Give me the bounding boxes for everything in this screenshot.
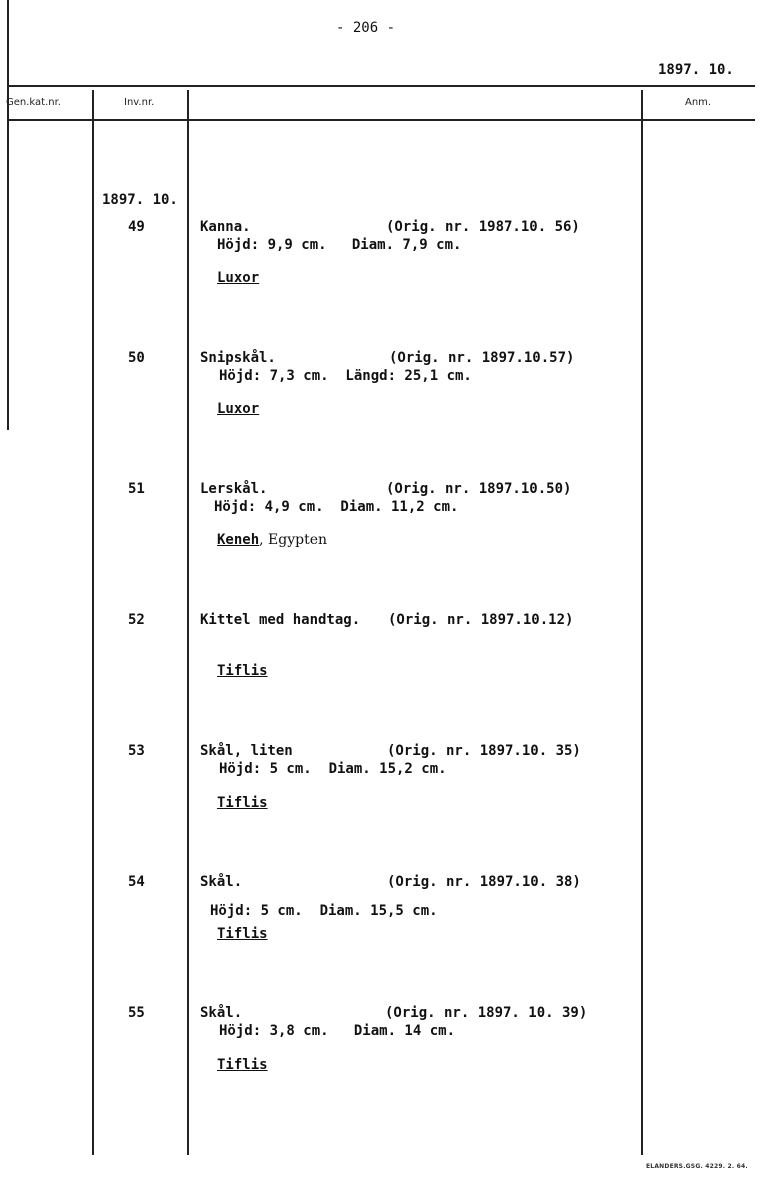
inv-number: 55 (128, 1005, 145, 1021)
place-name: Luxor (217, 270, 260, 286)
series-number: 1897. 10. (658, 62, 734, 78)
column-header-anm: Anm. (685, 97, 712, 108)
orig-number: (Orig. nr. 1897.10. 35) (387, 743, 581, 759)
orig-number: (Orig. nr. 1897.10.57) (389, 350, 575, 366)
item-dimensions: Höjd: 9,9 cm. Diam. 7,9 cm. (217, 237, 462, 253)
place-suffix: , Egypten (259, 532, 328, 548)
place-name: Tiflis (217, 926, 268, 942)
inv-number: 52 (128, 612, 145, 628)
place-name: Luxor (217, 401, 260, 417)
item-title: Skål. (200, 1005, 243, 1021)
item-title: Skål. (200, 874, 243, 890)
place-name: Keneh (217, 532, 260, 548)
header-top-rule (7, 85, 755, 87)
item-title: Snipskål. (200, 350, 276, 366)
orig-number: (Orig. nr. 1897.10. 38) (387, 874, 581, 890)
orig-number: (Orig. nr. 1987.10. 56) (386, 219, 580, 235)
item-dimensions: Höjd: 5 cm. Diam. 15,5 cm. (210, 903, 438, 919)
item-dimensions: Höjd: 5 cm. Diam. 15,2 cm. (219, 761, 447, 777)
page-number: - 206 - (336, 20, 396, 36)
item-dimensions: Höjd: 7,3 cm. Längd: 25,1 cm. (219, 368, 472, 384)
left-margin-line (7, 0, 9, 430)
item-title: Kittel med handtag. (200, 612, 361, 628)
item-dimensions: Höjd: 3,8 cm. Diam. 14 cm. (219, 1023, 456, 1039)
inv-number: 49 (128, 219, 145, 235)
header-bottom-rule (7, 119, 755, 121)
place-name: Tiflis (217, 663, 268, 679)
section-header: 1897. 10. (102, 192, 178, 208)
inv-number: 50 (128, 350, 145, 366)
orig-number: (Orig. nr. 1897. 10. 39) (385, 1005, 588, 1021)
printer-imprint: ELANDERS.GSG. 4229. 2. 64. (646, 1163, 748, 1170)
column-divider-3 (641, 90, 643, 1155)
inv-number: 51 (128, 481, 145, 497)
column-header-inv: Inv.nr. (124, 97, 155, 108)
orig-number: (Orig. nr. 1897.10.12) (388, 612, 574, 628)
place-name: Tiflis (217, 795, 268, 811)
inv-number: 54 (128, 874, 145, 890)
inv-number: 53 (128, 743, 145, 759)
item-dimensions: Höjd: 4,9 cm. Diam. 11,2 cm. (214, 499, 459, 515)
column-divider-1 (92, 90, 94, 1155)
item-title: Kanna. (200, 219, 251, 235)
column-divider-2 (187, 90, 189, 1155)
column-header-gen-kat: Gen.kat.nr. (6, 97, 61, 108)
item-title: Lerskål. (200, 481, 268, 497)
place-name: Tiflis (217, 1057, 268, 1073)
orig-number: (Orig. nr. 1897.10.50) (386, 481, 572, 497)
item-title: Skål, liten (200, 743, 293, 759)
